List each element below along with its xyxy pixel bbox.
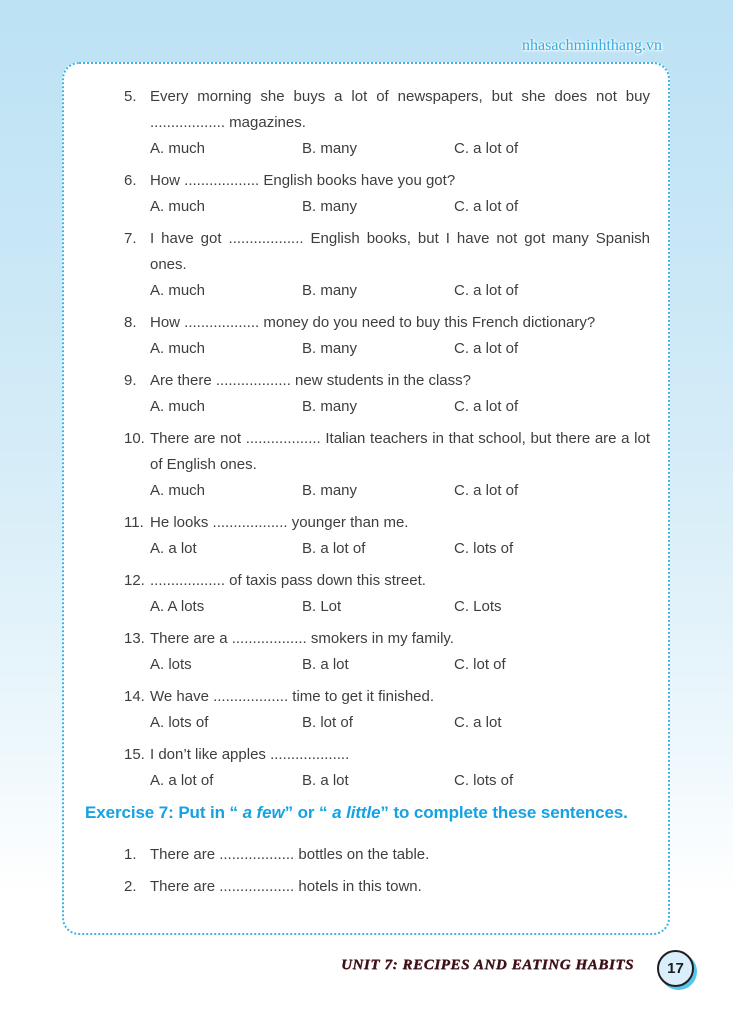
option-c: C. a lot of [454,340,519,357]
question-text-line [124,742,650,768]
option-b: B. many [302,198,358,215]
unit-footer-label: UNIT 7: RECIPES AND EATING HABITS [340,957,634,973]
option-a: A. a lot of [150,772,214,789]
question-number: 2. [124,878,137,895]
option-b: B. Lot [302,598,342,615]
question-text-line [124,510,650,536]
ex6-question-7 [124,226,650,304]
ex6-question-11 [124,510,650,562]
question-text-line [124,310,650,336]
question-text-line [124,568,650,594]
option-b: B. many [302,482,358,499]
question-number: 8. [124,314,137,331]
option-b: B. many [302,340,358,357]
option-a: A. a lot [150,540,197,557]
question-number: 15. [124,746,145,763]
question-text: Every morning she buys a lot of newspapers, but she does not buy .................. magazines. [150,88,650,131]
question-text: There are .................. hotels in this town. [150,878,422,895]
option-a: A. much [150,282,206,299]
option-c: C. a lot of [454,198,519,215]
option-b: B. a lot of [302,540,366,557]
option-a: A. much [150,198,206,215]
exercise-content-box [62,62,670,935]
question-number: 10. [124,430,145,447]
question-text-line [124,874,650,900]
question-text: There are a .................. smokers in my family. [150,630,454,647]
option-c: C. lots of [454,540,514,557]
options-row [124,768,650,794]
option-a: A. much [150,398,206,415]
options-row [124,336,650,362]
ex7-question-1 [124,842,650,868]
option-b: B. a lot [302,772,349,789]
heading-part: ” or “ [284,803,333,822]
question-number: 13. [124,630,145,647]
exercise7-question-list [124,842,650,900]
question-number: 9. [124,372,137,389]
heading-italic-a-few: a few [242,803,285,822]
question-number: 1. [124,846,137,863]
question-text-line [124,626,650,652]
option-a: A. lots of [150,714,209,731]
options-row [124,536,650,562]
question-text: He looks .................. younger than me. [150,514,409,531]
options-row [124,710,650,736]
heading-italic-a-little: a little [332,803,381,822]
option-a: A. A lots [150,598,205,615]
question-text: Are there .................. new students in the class? [150,372,471,389]
ex6-question-6 [124,168,650,220]
ex6-question-13 [124,626,650,678]
question-text: How .................. money do you need to buy this French dictionary? [150,314,596,331]
question-number: 12. [124,572,145,589]
option-c: C. a lot of [454,482,519,499]
question-text: We have .................. time to get it finished. [150,688,435,705]
question-text: There are not .................. Italian teachers in that school, but there are a lot of English ones. [150,430,650,473]
option-b: B. many [302,282,358,299]
option-c: C. a lot of [454,140,519,157]
question-text: I don’t like apples ................... [150,746,350,763]
option-b: B. a lot [302,656,349,673]
site-watermark: nhasachminhthang.vn [522,37,662,54]
ex6-question-14 [124,684,650,736]
ex6-question-10 [124,426,650,504]
question-text: How .................. English books have you got? [150,172,456,189]
option-a: A. much [150,482,206,499]
options-row [124,194,650,220]
heading-part: ” to complete these sentences. [380,803,628,822]
options-row [124,394,650,420]
options-row [124,278,650,304]
question-number: 6. [124,172,137,189]
option-c: C. lot of [454,656,506,673]
question-number: 14. [124,688,145,705]
page-number-badge: 17 [657,950,694,987]
question-text: There are .................. bottles on the table. [150,846,430,863]
ex6-question-8 [124,310,650,362]
question-text-line [124,84,650,136]
exercise6-question-list [124,84,650,794]
question-number: 11. [124,514,144,531]
options-row [124,594,650,620]
option-c: C. Lots [454,598,502,615]
ex6-question-5 [124,84,650,162]
option-a: A. much [150,340,206,357]
exercise7-heading [85,800,650,826]
question-text-line [124,684,650,710]
question-text-line [124,168,650,194]
option-b: B. many [302,140,358,157]
ex6-question-12 [124,568,650,620]
question-text: I have got .................. English books, but I have not got many Spanish ones. [150,230,650,273]
option-b: B. many [302,398,358,415]
question-text-line [124,226,650,278]
option-c: C. a lot of [454,282,519,299]
option-a: A. much [150,140,206,157]
heading-part: Exercise 7: Put in “ [85,803,243,822]
option-b: B. lot of [302,714,353,731]
question-number: 5. [124,88,137,105]
question-number: 7. [124,230,137,247]
options-row [124,136,650,162]
question-text-line [124,368,650,394]
question-text-line [124,842,650,868]
option-c: C. lots of [454,772,514,789]
question-text-line [124,426,650,478]
options-row [124,478,650,504]
option-c: C. a lot [454,714,502,731]
ex7-question-2 [124,874,650,900]
question-text: .................. of taxis pass down this street. [150,572,426,589]
ex6-question-15 [124,742,650,794]
option-c: C. a lot of [454,398,519,415]
options-row [124,652,650,678]
option-a: A. lots [150,656,192,673]
ex6-question-9 [124,368,650,420]
